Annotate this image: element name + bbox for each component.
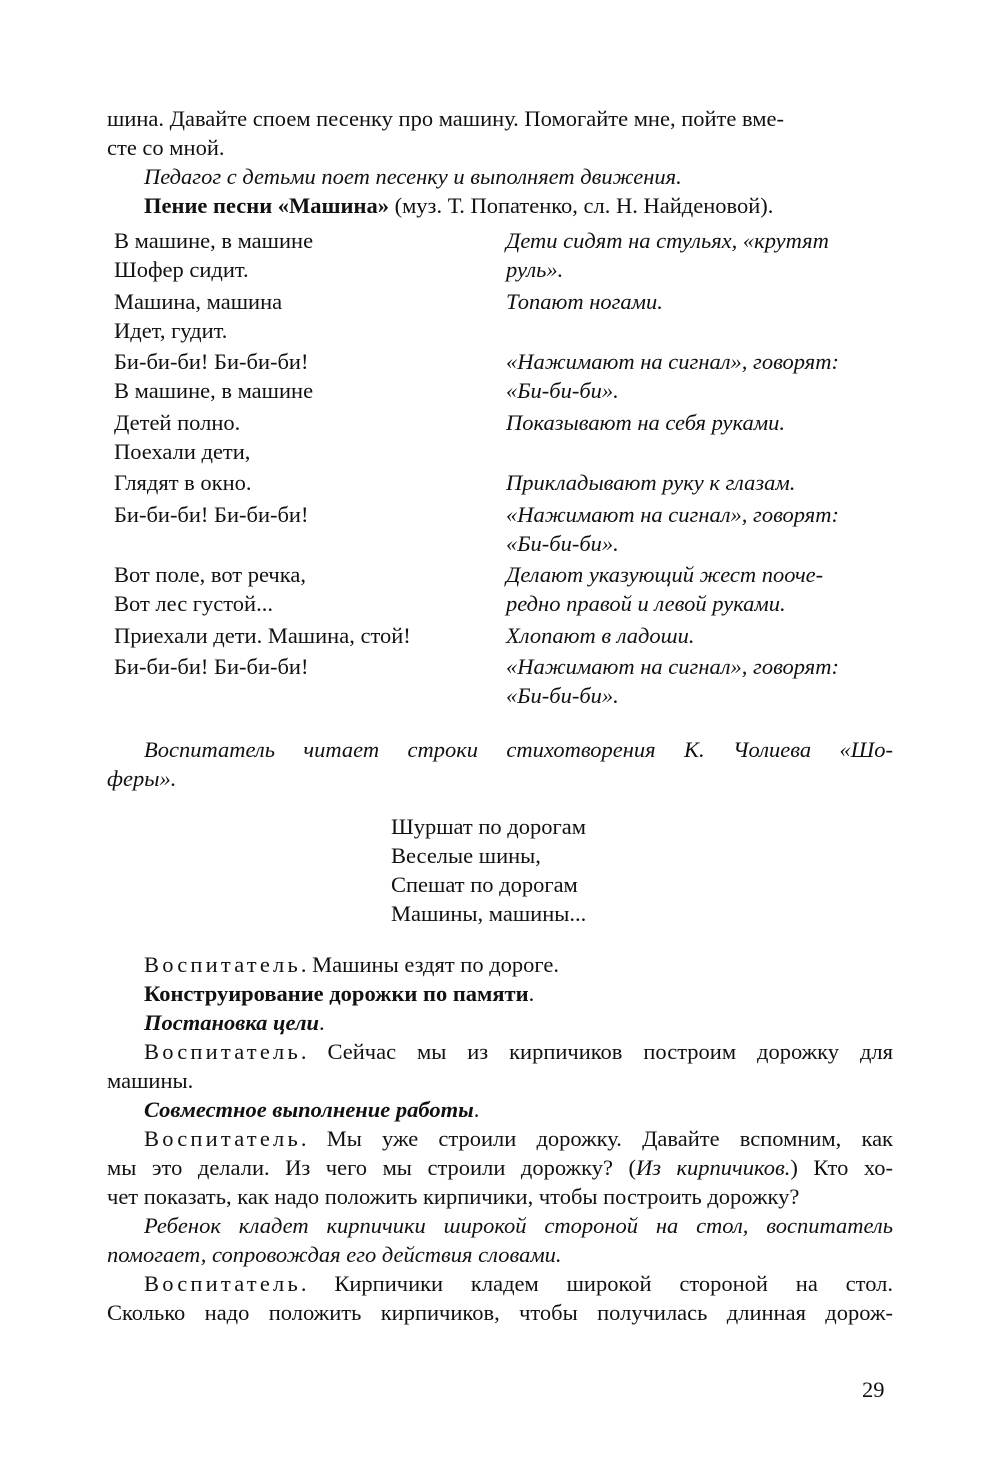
paragraph-1 (107, 950, 893, 979)
lyric-line: Приехали дети. Машина, стой! (114, 622, 411, 648)
lyric-line: Би-би-би! Би-би-би! (114, 654, 309, 679)
heading-text: Постановка цели (144, 1009, 320, 1035)
song-lyrics (114, 226, 506, 284)
song-action (506, 500, 893, 558)
lyric-line: Би-би-би! Би-би-би! (114, 501, 309, 527)
speaker-label: Воспитатель (144, 1125, 301, 1151)
direction-2-line-1: Ребенок кладет кирпичики широкой стороной на стол, воспитатель (144, 1212, 893, 1238)
poem-line: Шуршат по дорогам (391, 813, 586, 839)
song-lyrics (114, 468, 506, 497)
song-action (506, 560, 893, 618)
song-lyrics (114, 560, 506, 618)
lyric-line: Идет, гудит. (114, 317, 228, 343)
speaker-label: Воспитатель (144, 951, 301, 977)
lyric-line: Шофер сидит. (114, 257, 249, 282)
action-line: Дети сидят на стульях, «крутят (506, 228, 829, 253)
lyric-line: Глядят в окно. (114, 470, 252, 495)
song-action (506, 287, 893, 345)
paragraph-4-line-2: Сколько надо положить кирпичиков, чтобы получилась длинная дорож- (107, 1299, 893, 1325)
paragraph-3 (107, 1124, 893, 1153)
song-row (114, 621, 893, 650)
lyric-line: В машине, в машине (114, 378, 314, 403)
action-line: «Би-би-би». (506, 530, 619, 556)
action-line: редно правой и левой руками. (506, 591, 786, 616)
song-action (506, 408, 893, 466)
song-row (114, 652, 893, 710)
song-lyrics (114, 652, 506, 710)
heading-text: Конструирование дорожки по памяти (144, 980, 529, 1006)
paragraph-text: . Машины ездят по дороге. (300, 951, 559, 977)
action-line: «Нажимают на сигнал», говорят: (506, 349, 839, 374)
paragraph-text: . Мы уже строили дорожку. Давайте вспомним, как (300, 1125, 893, 1151)
paragraph-3-line-3: чет показать, как надо положить кирпичики, чтобы построить дорожку? (107, 1183, 800, 1209)
teacher-direction: Педагог с детьми поет песенку и выполняет движения. (144, 164, 682, 189)
page-number: 29 (862, 1377, 885, 1402)
song-action (506, 347, 893, 405)
song-action (506, 226, 893, 284)
poem (391, 812, 893, 928)
lyric-line: Би-би-би! Би-би-би! (114, 349, 309, 374)
lyric-line: Вот поле, вот речка, (114, 562, 306, 587)
action-line: Прикладывают руку к глазам. (506, 470, 796, 495)
page-content (107, 104, 893, 1327)
poem-line: Веселые шины, (391, 842, 541, 868)
action-line: «Би-би-би». (506, 683, 619, 708)
song-heading (107, 191, 893, 220)
paragraph-2 (107, 1037, 893, 1066)
song-credit: (муз. Т. Попатенко, сл. Н. Найденовой). (388, 193, 774, 218)
intro-line-2: сте со мной. (107, 135, 225, 160)
song-row (114, 347, 893, 405)
lyric-line: Машина, машина (114, 288, 283, 314)
song-row (114, 226, 893, 284)
song-title: Пение песни «Машина» (144, 193, 389, 218)
poem-intro-line-2: феры». (107, 765, 177, 791)
action-line: Показывают на себя руками. (506, 409, 785, 435)
lyric-line: Поехали дети, (114, 438, 251, 464)
action-line: «Нажимают на сигнал», говорят: (506, 654, 839, 679)
song-row (114, 500, 893, 558)
section-heading: Постановка цели. (144, 1009, 325, 1035)
heading-text: Совместное выполнение работы (144, 1096, 474, 1122)
poem-line: Спешат по дорогам (391, 871, 578, 897)
song-table (114, 226, 893, 710)
speaker-label: Воспитатель (144, 1270, 301, 1296)
song-row (114, 408, 893, 466)
song-lyrics (114, 500, 506, 558)
action-line: Хлопают в ладоши. (506, 622, 695, 648)
song-action (506, 621, 893, 650)
song-row (114, 468, 893, 497)
paragraph-italic: Из кирпичиков. (635, 1154, 791, 1180)
direction-2-line-2: помогает, сопровождая его действия словами. (107, 1241, 562, 1267)
lyric-line: Детей полно. (114, 409, 241, 435)
section-heading: Конструирование дорожки по памяти. (144, 980, 535, 1006)
action-line: «Нажимают на сигнал», говорят: (506, 501, 839, 527)
action-line: Топают ногами. (506, 288, 663, 314)
poem-intro-line-1: Воспитатель читает строки стихотворения К. Чолиева «Шо- (144, 736, 893, 762)
action-line: руль». (506, 257, 564, 282)
song-lyrics (114, 287, 506, 345)
paragraph-text: ) Кто хо- (790, 1154, 893, 1180)
paragraph-text: . Кирпичики кладем широкой стороной на стол. (300, 1270, 893, 1296)
song-action (506, 652, 893, 710)
action-line: «Би-би-би». (506, 378, 619, 403)
song-row (114, 287, 893, 345)
action-line: Делают указующий жест пооче- (506, 562, 824, 587)
paragraph-text: . Сейчас мы из кирпичиков построим дорожку для (300, 1038, 893, 1064)
intro-line-1: шина. Давайте споем песенку про машину. Помогайте мне, пойте вме- (107, 106, 784, 131)
paragraph-3-line-2 (107, 1153, 893, 1182)
song-lyrics (114, 408, 506, 466)
song-action (506, 468, 893, 497)
paragraph-4 (107, 1269, 893, 1298)
lyric-line: В машине, в машине (114, 228, 314, 253)
paragraph-2-cont: машины. (107, 1067, 194, 1093)
paragraph-text: мы это делали. Из чего мы строили дорожку? ( (107, 1154, 636, 1180)
song-lyrics (114, 347, 506, 405)
song-row (114, 560, 893, 618)
section-heading: Совместное выполнение работы. (144, 1096, 480, 1122)
lyric-line: Вот лес густой... (114, 591, 273, 616)
song-lyrics (114, 621, 506, 650)
speaker-label: Воспитатель (144, 1038, 301, 1064)
poem-line: Машины, машины... (391, 900, 587, 926)
